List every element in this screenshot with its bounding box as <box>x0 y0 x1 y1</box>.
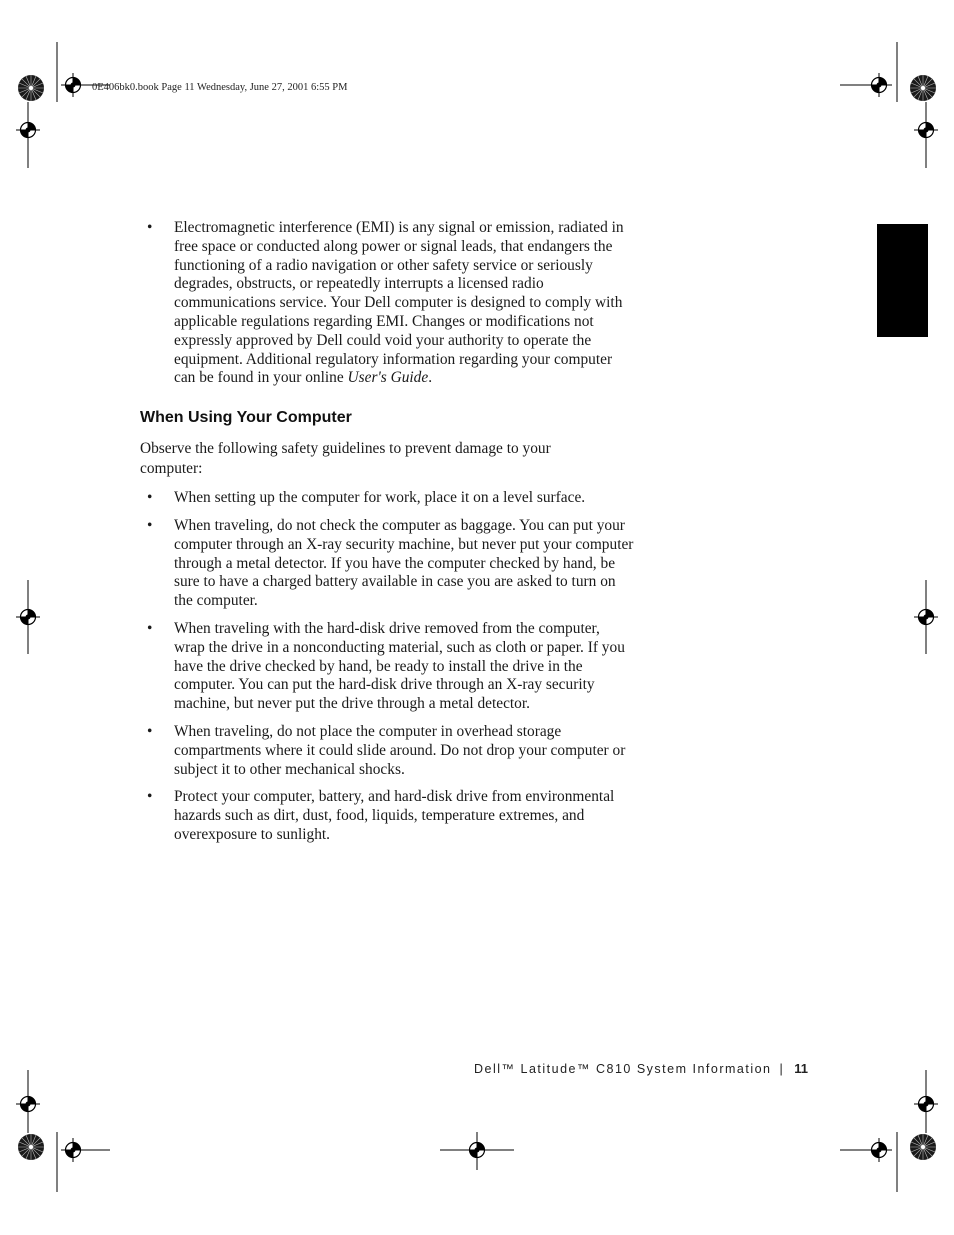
list-item-text: When traveling, do not check the computer as baggage. You can put your computer through an X-ray security machine, but never put your computer through a metal detector. If you have the computer checked by hand, be sure to have a charged battery available in case you are asked to turn on the computer. <box>174 517 634 610</box>
print-header: 0E406bk0.book Page 11 Wednesday, June 27, 2001 6:55 PM <box>92 82 348 93</box>
bullet-icon: • <box>147 788 153 805</box>
emi-text: Electromagnetic interference (EMI) is any signal or emission, radiated in free space or conducted along power or signal leads, that endangers the functioning of a radio navigation or other safety service or seriously degrades, obstructs, or repeatedly interrupts a licensed radio communications service. Your Dell computer is designed to comply with applicable regulations regarding EMI. Changes or modifications not expressly approved by Dell could void your authority to operate the equipment. Additional regulatory information regarding your computer can be found in your online User's Guide. <box>174 219 624 387</box>
list-item <box>140 517 640 611</box>
list-item-text: Protect your computer, battery, and hard-disk drive from environmental hazards such as dirt, dust, food, liquids, temperature extremes, and overexposure to sunlight. <box>174 788 615 843</box>
section-heading: When Using Your Computer <box>140 409 352 426</box>
bullet-icon: • <box>147 517 153 534</box>
list-item <box>140 788 640 844</box>
list-item-text: When traveling, do not place the computer in overhead storage compartments where it could slide around. Do not drop your computer or subject it to other mechanical shocks. <box>174 723 626 778</box>
page-number: 11 <box>794 1061 808 1076</box>
bullet-icon: • <box>147 489 153 506</box>
bullet-icon: • <box>147 620 153 637</box>
users-guide-title: User's Guide <box>347 369 429 387</box>
list-item <box>140 489 640 508</box>
emi-bullet-item <box>140 219 640 388</box>
bullet-icon: • <box>147 723 153 740</box>
list-item-text: When setting up the computer for work, place it on a level surface. <box>174 489 586 506</box>
footer-separator: | <box>779 1062 785 1076</box>
page-footer <box>474 1061 808 1076</box>
list-item <box>140 723 640 779</box>
section-thumb-tab <box>877 224 928 337</box>
section-intro: Observe the following safety guidelines to prevent damage to your computer: <box>140 440 551 477</box>
bullet-icon: • <box>147 219 153 236</box>
list-item <box>140 620 640 714</box>
footer-title: Dell™ Latitude™ C810 System Information <box>474 1062 772 1076</box>
list-item-text: When traveling with the hard-disk drive removed from the computer, wrap the drive in a nonconducting material, such as cloth or paper. If you have the drive checked by hand, be ready to install the drive in the computer. You can put the hard-disk drive through an X-ray security machine, but never put the drive through a metal detector. <box>174 620 625 713</box>
